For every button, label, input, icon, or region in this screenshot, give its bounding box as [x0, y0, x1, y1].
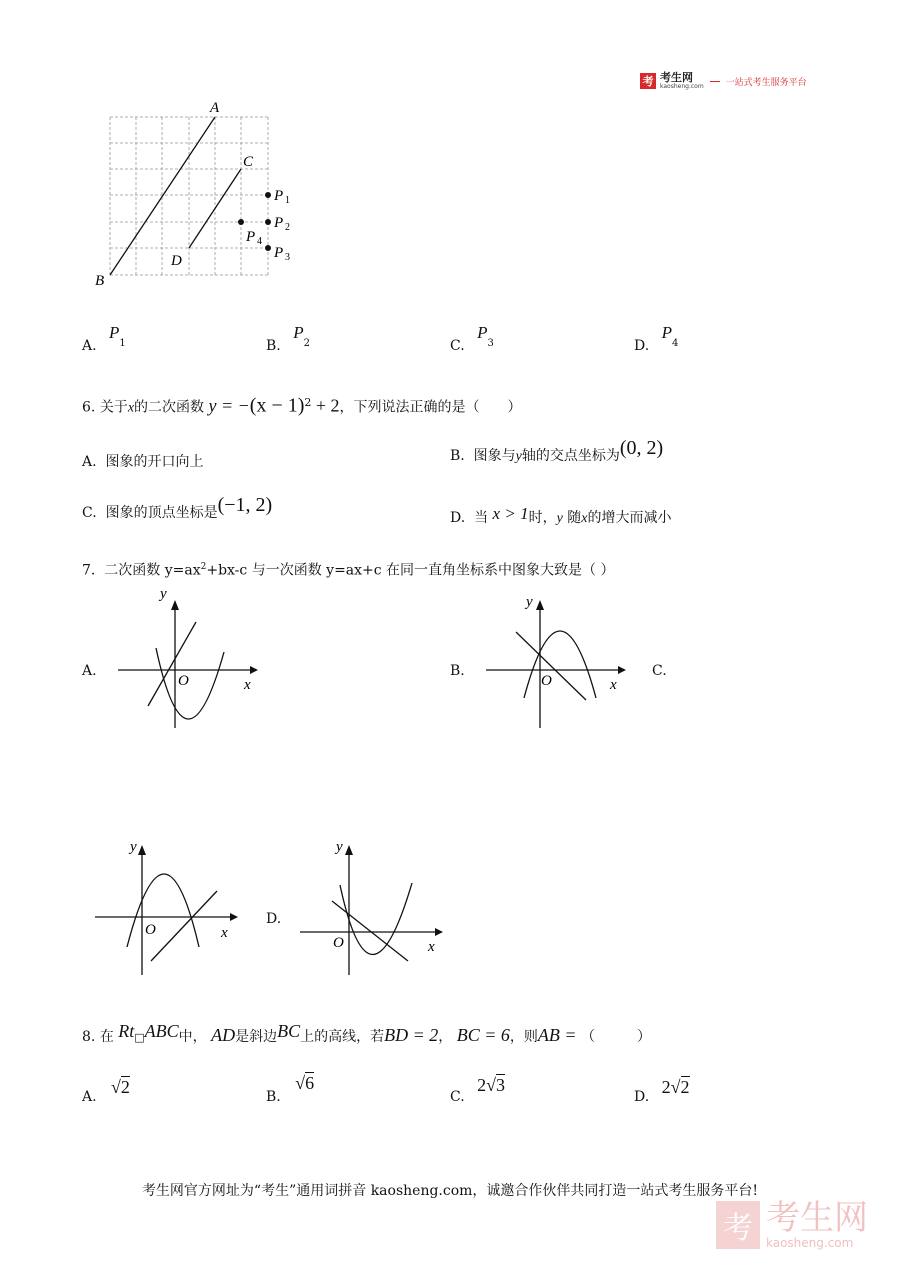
- point-p2: [265, 219, 271, 225]
- graph-c-parabola: [127, 874, 199, 947]
- segment-cd: [189, 169, 241, 248]
- label-d: D: [171, 253, 182, 269]
- label-a: A: [210, 100, 220, 116]
- q7-option-b-label[interactable]: B.: [450, 663, 465, 679]
- point-p1: [265, 192, 271, 198]
- segment-ab: [110, 117, 215, 275]
- q8-option-c[interactable]: C. 2√3: [450, 1075, 506, 1105]
- watermark-logo-icon: 考: [716, 1201, 760, 1249]
- svg-text:y: y: [336, 839, 343, 855]
- svg-text:x: x: [244, 677, 251, 693]
- q7-stem: 7. 二次函数 $y=ax^2+bx-c$ 与一次函数 y=ax+c 在同一直角坐标系中图象大致是（ ）: [82, 562, 615, 579]
- graph-a-line: [148, 622, 196, 706]
- q7-option-a-label[interactable]: A.: [82, 663, 97, 679]
- grid-lines: [110, 117, 268, 275]
- q7-graph-a[interactable]: [118, 588, 258, 728]
- q7-graph-c[interactable]: [95, 835, 240, 975]
- svg-text:x: x: [610, 677, 617, 693]
- brand-slogan: 一站式考生服务平台: [725, 77, 807, 88]
- footer-text: 考生网官方网址为“考生”通用词拼音 kaosheng.com，诚邀合作伙伴共同打造一站式考生服务平台!: [141, 1183, 759, 1199]
- label-b: B: [95, 273, 105, 289]
- q8-option-d[interactable]: D. 2√2: [634, 1077, 690, 1105]
- q6-option-a[interactable]: A. 图象的开口向上: [82, 454, 204, 470]
- q7-graph-d[interactable]: [300, 835, 445, 975]
- svg-text:O: O: [541, 673, 552, 689]
- svg-text:y: y: [526, 594, 533, 610]
- watermark-name: 考生网: [766, 1198, 868, 1238]
- q5-option-a[interactable]: A. $P^1$: [82, 323, 126, 354]
- brand-name: 考生网: [660, 71, 693, 84]
- graph-b-parabola: [524, 631, 596, 698]
- watermark: [716, 1200, 868, 1250]
- q5-option-c[interactable]: C. $P^3$: [450, 323, 494, 354]
- label-p3-sub: 3: [285, 252, 290, 263]
- label-p3: P: [274, 245, 284, 261]
- graph-d-line: [332, 901, 408, 961]
- graph-c-line: [151, 891, 217, 961]
- label-p4-sub: 4: [257, 236, 262, 247]
- svg-text:y: y: [130, 839, 137, 855]
- q6-option-d[interactable]: D. 当 x > 1时，y 随x的增大而减小: [450, 504, 672, 526]
- graph-d-parabola: [340, 883, 412, 955]
- graph-a-parabola: [156, 648, 224, 719]
- watermark-domain: kaosheng.com: [766, 1236, 854, 1250]
- label-p2-sub: 2: [285, 222, 290, 233]
- q7-option-c-label[interactable]: C.: [652, 663, 667, 679]
- brand-logo-icon: 考: [640, 73, 656, 89]
- q8-option-a[interactable]: A. √2: [82, 1077, 130, 1105]
- q8-stem: 8. 在 Rt□ABC中， AD是斜边BC上的高线，若BD = 2， BC = 6，则AB = （ ）: [82, 1021, 651, 1045]
- q6-option-b[interactable]: B. 图象与y轴的交点坐标为(0, 2): [450, 437, 664, 464]
- q5-grid-figure: [90, 95, 300, 295]
- svg-text:y: y: [160, 588, 167, 602]
- label-p2: P: [274, 215, 284, 231]
- svg-text:x: x: [428, 939, 435, 955]
- svg-text:O: O: [333, 935, 344, 951]
- svg-text:x: x: [221, 925, 228, 941]
- svg-text:O: O: [178, 673, 189, 689]
- q7-graph-b[interactable]: [486, 588, 626, 728]
- label-p1: P: [274, 188, 284, 204]
- point-p4: [238, 219, 244, 225]
- q6-option-c[interactable]: C. 图象的顶点坐标是(−1, 2): [82, 494, 273, 521]
- q6-stem: 6. 关于x的二次函数 $y = -(x - 1)^2 + 2$，下列说法正确的是（ ）: [82, 394, 522, 417]
- svg-text:O: O: [145, 922, 156, 938]
- label-p1-sub: 1: [285, 195, 290, 206]
- q7-option-d-label[interactable]: D.: [266, 911, 282, 927]
- label-c: C: [243, 154, 254, 170]
- q8-option-b[interactable]: B. √6: [266, 1073, 315, 1105]
- label-p4: P: [246, 229, 256, 245]
- q5-option-b[interactable]: B. $P^2$: [266, 323, 310, 354]
- brand-domain: kaosheng.com: [660, 83, 704, 90]
- point-p3: [265, 245, 271, 251]
- header-logo: [640, 72, 807, 90]
- q5-option-d[interactable]: D. $P^4$: [634, 323, 679, 354]
